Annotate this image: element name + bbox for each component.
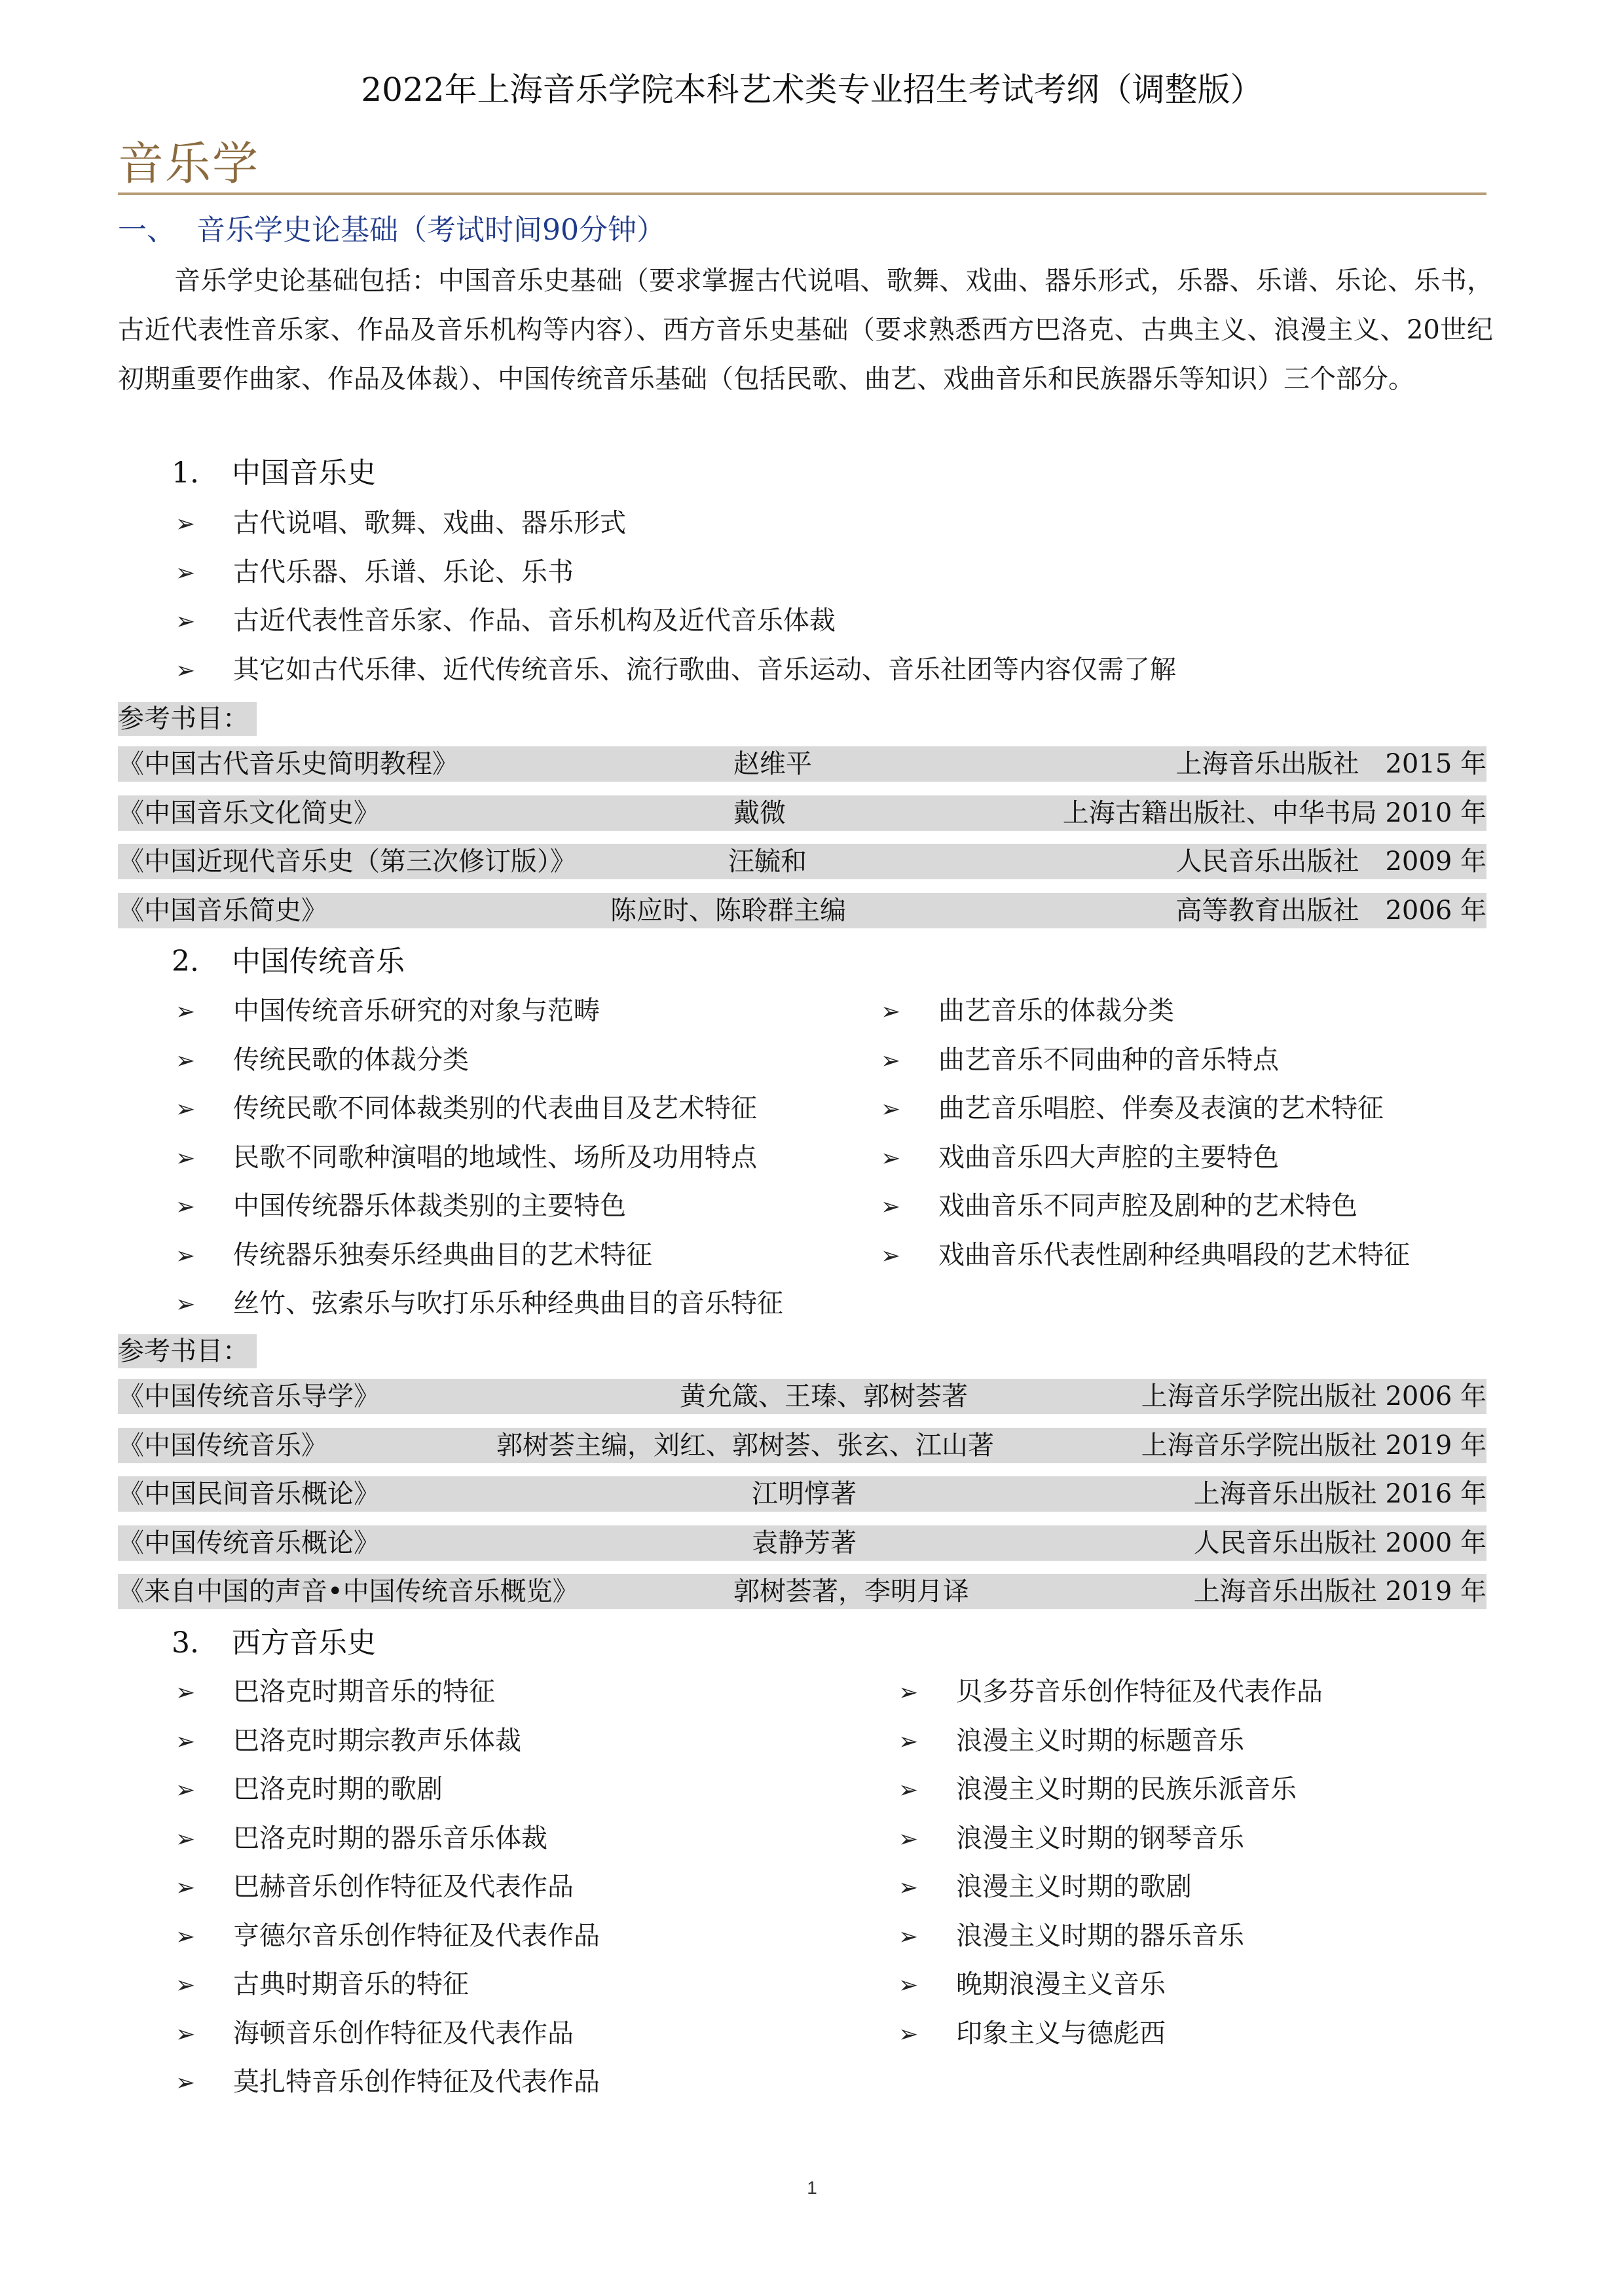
arrow-bullet-icon: ➢ bbox=[175, 1144, 196, 1172]
arrow-bullet-icon: ➢ bbox=[175, 2020, 196, 2048]
reference-publisher: 上海音乐出版社 2019 年 bbox=[1193, 1576, 1486, 1607]
list-item-text: 古代说唱、歌舞、戏曲、器乐形式 bbox=[233, 508, 626, 538]
reference-author: 汪毓和 bbox=[728, 847, 807, 877]
list-item bbox=[175, 1133, 757, 1183]
list-item bbox=[881, 987, 1174, 1036]
reference-row bbox=[118, 1525, 1486, 1561]
list-item-text: 浪漫主义时期的钢琴音乐 bbox=[956, 1823, 1244, 1853]
part-heading bbox=[118, 210, 665, 251]
list-item bbox=[898, 1912, 1244, 1961]
list-item-text: 巴洛克时期宗教声乐体裁 bbox=[233, 1725, 521, 1756]
reference-row bbox=[118, 893, 1486, 928]
reference-label: 参考书目： bbox=[118, 1334, 257, 1368]
page-number: 1 bbox=[807, 2178, 817, 2198]
arrow-bullet-icon: ➢ bbox=[175, 1047, 196, 1074]
list-item bbox=[175, 499, 626, 549]
arrow-bullet-icon: ➢ bbox=[881, 1047, 901, 1074]
reference-publisher: 人民音乐出版社 2009 年 bbox=[1175, 847, 1486, 877]
list-item bbox=[898, 1765, 1297, 1815]
arrow-bullet-icon: ➢ bbox=[175, 1825, 196, 1853]
reference-author: 郭树荟著，李明月译 bbox=[733, 1576, 969, 1607]
arrow-bullet-icon: ➢ bbox=[175, 1194, 196, 1220]
subheading-western-music-history bbox=[172, 1622, 376, 1664]
reference-book: 《中国音乐简史》 bbox=[118, 895, 327, 926]
list-item bbox=[881, 1084, 1384, 1134]
reference-row bbox=[118, 844, 1486, 879]
arrow-bullet-icon: ➢ bbox=[881, 1144, 901, 1172]
arrow-bullet-icon: ➢ bbox=[175, 1679, 196, 1706]
reference-author: 郭树荟主编，刘红、郭树荟、张玄、江山著 bbox=[496, 1430, 994, 1461]
section-title: 音乐学 bbox=[118, 137, 259, 191]
intro-paragraph: 音乐学史论基础包括：中国音乐史基础（要求掌握古代说唱、歌舞、戏曲、器乐形式，乐器、乐谱、乐论、乐书，古近代表性音乐家、作品及音乐机构等内容）、西方音乐史基础（要求熟悉西方巴洛克、古典主义、浪漫主义、20世纪初期重要作曲家、作品及体裁）、中国传统音乐基础（包括民歌、曲艺、戏曲音乐和民族器乐等知识）三个部分。 bbox=[118, 266, 1493, 394]
arrow-bullet-icon: ➢ bbox=[881, 1096, 901, 1123]
list-item-text: 浪漫主义时期的器乐音乐 bbox=[956, 1920, 1244, 1951]
list-item bbox=[175, 1084, 757, 1134]
reference-book: 《中国民间音乐概论》 bbox=[118, 1479, 380, 1509]
list-item bbox=[175, 1231, 652, 1281]
list-item-text: 曲艺音乐唱腔、伴奏及表演的艺术特征 bbox=[938, 1093, 1384, 1123]
subheading-number: 1. bbox=[172, 456, 199, 490]
list-item bbox=[175, 2009, 574, 2059]
list-item-text: 巴洛克时期的器乐音乐体裁 bbox=[233, 1823, 547, 1853]
reference-row bbox=[118, 1574, 1486, 1609]
list-item-text: 丝竹、弦索乐与吹打乐乐种经典曲目的音乐特征 bbox=[233, 1288, 783, 1319]
reference-row bbox=[118, 1476, 1486, 1512]
list-item-text: 传统民歌的体裁分类 bbox=[233, 1044, 469, 1075]
arrow-bullet-icon: ➢ bbox=[175, 511, 196, 538]
list-item bbox=[175, 2058, 600, 2107]
arrow-bullet-icon: ➢ bbox=[881, 1194, 901, 1220]
part-number: 一、 bbox=[118, 213, 175, 247]
list-item bbox=[175, 1279, 783, 1329]
reference-publisher: 上海音乐出版社 2016 年 bbox=[1193, 1479, 1486, 1509]
list-item bbox=[898, 1717, 1244, 1766]
list-item-text: 晚期浪漫主义音乐 bbox=[956, 1969, 1166, 1999]
list-item-text: 中国传统音乐研究的对象与范畴 bbox=[233, 996, 600, 1026]
list-item-text: 传统民歌不同体裁类别的代表曲目及艺术特征 bbox=[233, 1093, 757, 1123]
list-item bbox=[175, 548, 574, 598]
subheading-title: 中国音乐史 bbox=[232, 456, 376, 490]
subheading-chinese-music-history bbox=[172, 452, 376, 494]
section-divider bbox=[118, 192, 1486, 195]
list-item-text: 戏曲音乐代表性剧种经典唱段的艺术特征 bbox=[938, 1239, 1410, 1270]
list-item bbox=[175, 1717, 521, 1766]
list-item-text: 曲艺音乐不同曲种的音乐特点 bbox=[938, 1044, 1279, 1075]
reference-book: 《中国传统音乐》 bbox=[118, 1430, 327, 1461]
reference-publisher: 上海古籍出版社、中华书局 2010 年 bbox=[1062, 797, 1486, 828]
list-item bbox=[881, 1036, 1279, 1085]
arrow-bullet-icon: ➢ bbox=[175, 1242, 196, 1269]
list-item-text: 印象主义与德彪西 bbox=[956, 2018, 1166, 2049]
reference-row bbox=[118, 795, 1486, 831]
arrow-bullet-icon: ➢ bbox=[898, 2020, 919, 2048]
reference-book: 《中国近现代音乐史（第三次修订版）》 bbox=[118, 847, 576, 877]
arrow-bullet-icon: ➢ bbox=[881, 1242, 901, 1269]
list-item-text: 戏曲音乐四大声腔的主要特色 bbox=[938, 1142, 1279, 1173]
list-item-text: 其它如古代乐律、近代传统音乐、流行歌曲、音乐运动、音乐社团等内容仅需了解 bbox=[233, 654, 1176, 685]
arrow-bullet-icon: ➢ bbox=[881, 998, 901, 1025]
list-item bbox=[898, 1667, 1323, 1717]
reference-author: 陈应时、陈聆群主编 bbox=[610, 895, 846, 926]
list-item bbox=[175, 1960, 469, 2010]
list-item bbox=[175, 646, 1176, 695]
subheading-chinese-traditional-music bbox=[172, 941, 405, 983]
reference-author: 江明惇著 bbox=[752, 1479, 857, 1509]
list-item-text: 巴洛克时期音乐的特征 bbox=[233, 1677, 495, 1707]
arrow-bullet-icon: ➢ bbox=[175, 998, 196, 1025]
list-item bbox=[881, 1133, 1279, 1183]
list-item bbox=[898, 1814, 1244, 1864]
arrow-bullet-icon: ➢ bbox=[175, 2069, 196, 2096]
arrow-bullet-icon: ➢ bbox=[898, 1728, 919, 1755]
list-item bbox=[898, 2009, 1166, 2059]
arrow-bullet-icon: ➢ bbox=[175, 1874, 196, 1901]
arrow-bullet-icon: ➢ bbox=[175, 1923, 196, 1950]
list-item-text: 浪漫主义时期的标题音乐 bbox=[956, 1725, 1244, 1756]
arrow-bullet-icon: ➢ bbox=[175, 1291, 196, 1318]
document-title: 2022年上海音乐学院本科艺术类专业招生考试考纲（调整版） bbox=[361, 71, 1263, 109]
list-item bbox=[175, 596, 836, 646]
arrow-bullet-icon: ➢ bbox=[898, 1777, 919, 1804]
arrow-bullet-icon: ➢ bbox=[175, 1728, 196, 1755]
arrow-bullet-icon: ➢ bbox=[898, 1923, 919, 1950]
list-item-text: 传统器乐独奏乐经典曲目的艺术特征 bbox=[233, 1239, 652, 1270]
arrow-bullet-icon: ➢ bbox=[898, 1825, 919, 1853]
reference-publisher: 高等教育出版社 2006 年 bbox=[1175, 895, 1486, 926]
list-item bbox=[175, 1863, 574, 1912]
list-item bbox=[175, 987, 600, 1036]
reference-book: 《中国传统音乐导学》 bbox=[118, 1381, 380, 1412]
arrow-bullet-icon: ➢ bbox=[175, 1096, 196, 1123]
arrow-bullet-icon: ➢ bbox=[175, 1972, 196, 1999]
arrow-bullet-icon: ➢ bbox=[898, 1874, 919, 1901]
list-item-text: 巴洛克时期的歌剧 bbox=[233, 1774, 443, 1804]
part-title: 音乐学史论基础（考试时间90分钟） bbox=[196, 213, 665, 247]
arrow-bullet-icon: ➢ bbox=[175, 559, 196, 587]
list-item bbox=[175, 1182, 626, 1231]
list-item bbox=[898, 1863, 1192, 1912]
arrow-bullet-icon: ➢ bbox=[175, 657, 196, 684]
reference-publisher: 上海音乐学院出版社 2019 年 bbox=[1141, 1430, 1486, 1461]
reference-book: 《中国古代音乐史简明教程》 bbox=[118, 749, 458, 779]
reference-row bbox=[118, 1428, 1486, 1463]
reference-author: 赵维平 bbox=[733, 749, 812, 779]
reference-author: 黄允箴、王瑧、郭树荟著 bbox=[680, 1381, 968, 1412]
list-item bbox=[175, 1036, 469, 1085]
list-item-text: 莫扎特音乐创作特征及代表作品 bbox=[233, 2067, 600, 2097]
list-item-text: 浪漫主义时期的歌剧 bbox=[956, 1872, 1192, 1902]
list-item-text: 古代乐器、乐谱、乐论、乐书 bbox=[233, 556, 574, 587]
list-item bbox=[881, 1231, 1410, 1281]
list-item bbox=[881, 1182, 1357, 1231]
list-item bbox=[898, 1960, 1166, 2010]
reference-publisher: 人民音乐出版社 2000 年 bbox=[1193, 1527, 1486, 1558]
subheading-number: 2. bbox=[172, 945, 199, 978]
arrow-bullet-icon: ➢ bbox=[898, 1972, 919, 1999]
list-item-text: 海顿音乐创作特征及代表作品 bbox=[233, 2018, 574, 2049]
list-item-text: 曲艺音乐的体裁分类 bbox=[938, 996, 1174, 1026]
list-item-text: 古典时期音乐的特征 bbox=[233, 1969, 469, 1999]
reference-publisher: 上海音乐学院出版社 2006 年 bbox=[1141, 1381, 1486, 1412]
list-item-text: 戏曲音乐不同声腔及剧种的艺术特色 bbox=[938, 1191, 1357, 1221]
reference-book: 《中国音乐文化简史》 bbox=[118, 797, 380, 828]
subheading-title: 中国传统音乐 bbox=[232, 945, 405, 978]
arrow-bullet-icon: ➢ bbox=[898, 1679, 919, 1706]
reference-label: 参考书目： bbox=[118, 702, 257, 736]
list-item-text: 巴赫音乐创作特征及代表作品 bbox=[233, 1872, 574, 1902]
list-item bbox=[175, 1912, 600, 1961]
list-item-text: 民歌不同歌种演唱的地域性、场所及功用特点 bbox=[233, 1142, 757, 1173]
list-item-text: 古近代表性音乐家、作品、音乐机构及近代音乐体裁 bbox=[233, 606, 836, 636]
reference-book: 《中国传统音乐概论》 bbox=[118, 1527, 380, 1558]
reference-row bbox=[118, 1379, 1486, 1414]
subheading-number: 3. bbox=[172, 1626, 199, 1660]
reference-author: 袁静芳著 bbox=[752, 1527, 857, 1558]
arrow-bullet-icon: ➢ bbox=[175, 1777, 196, 1804]
list-item bbox=[175, 1765, 443, 1815]
list-item bbox=[175, 1814, 547, 1864]
list-item-text: 贝多芬音乐创作特征及代表作品 bbox=[956, 1677, 1323, 1707]
reference-row bbox=[118, 746, 1486, 782]
list-item bbox=[175, 1667, 495, 1717]
arrow-bullet-icon: ➢ bbox=[175, 608, 196, 635]
reference-publisher: 上海音乐出版社 2015 年 bbox=[1175, 749, 1486, 779]
subheading-title: 西方音乐史 bbox=[232, 1626, 376, 1660]
list-item-text: 浪漫主义时期的民族乐派音乐 bbox=[956, 1774, 1297, 1804]
list-item-text: 亨德尔音乐创作特征及代表作品 bbox=[233, 1920, 600, 1951]
list-item-text: 中国传统器乐体裁类别的主要特色 bbox=[233, 1191, 626, 1221]
reference-author: 戴微 bbox=[733, 797, 786, 828]
reference-book: 《来自中国的声音•中国传统音乐概览》 bbox=[118, 1576, 579, 1607]
